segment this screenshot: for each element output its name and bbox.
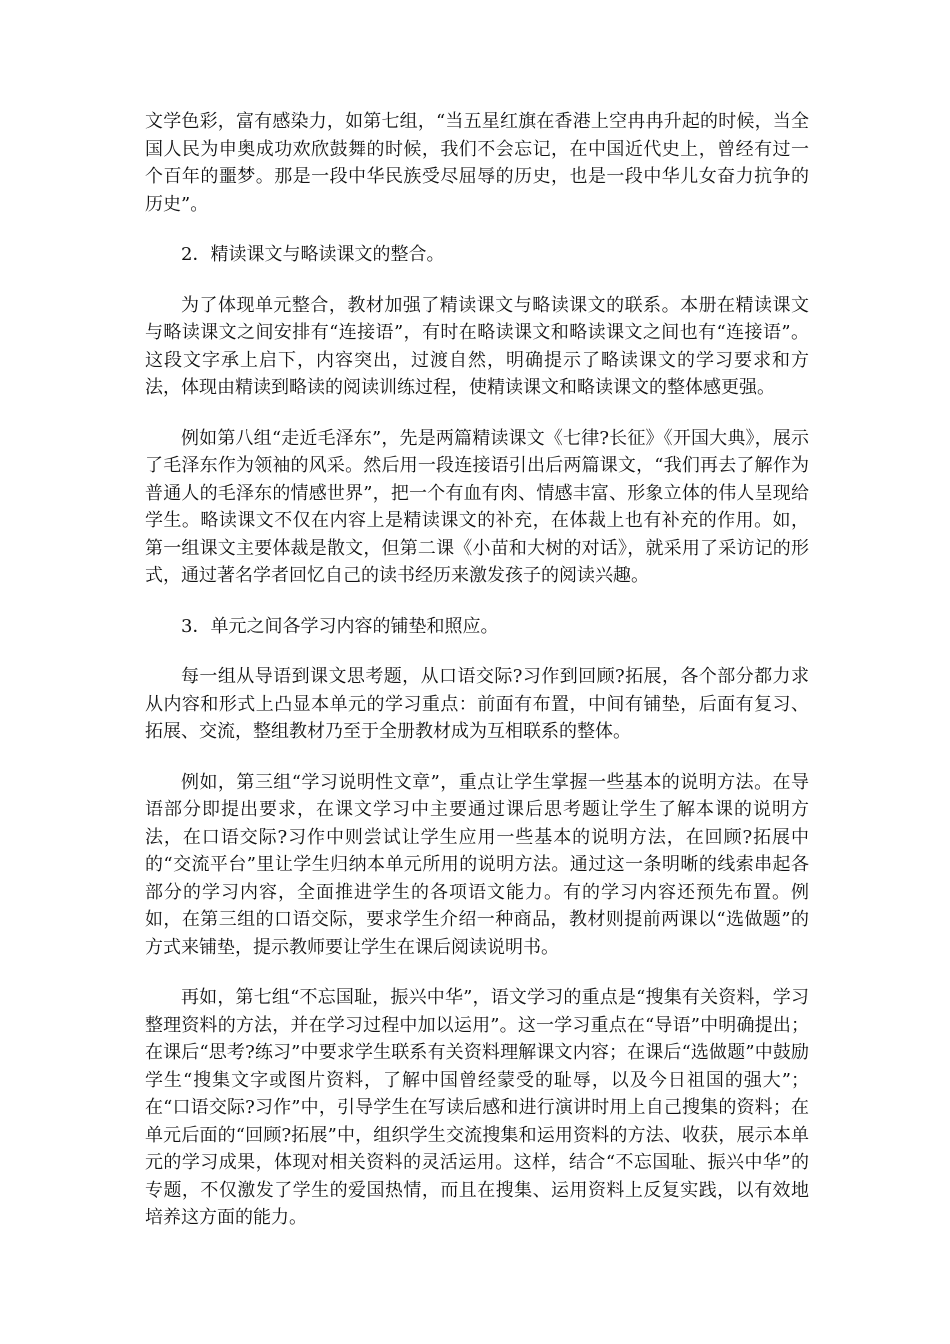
section-heading-2: 2．精读课文与略读课文的整合。 [181, 244, 445, 265]
paragraph-unit-structure: 每一组从导语到课文思考题，从口语交际?习作到回顾?拓展，各个部分都力求从内容和形式上凸显本单元的学习重点：前面有布置，中间有铺垫，后面有复习、拓展、交流，整组教材乃至于全册教材成为互相联系的整体。 [145, 666, 809, 742]
paragraph-group-eight-example: 例如第八组“走近毛泽东”，先是两篇精读课文《七律?长征》《开国大典》，展示了毛泽东作为领袖的风采。然后用一段连接语引出后两篇课文，“我们再去了解作为普通人的毛泽东的情感世界”，把一个有血有肉、情感丰富、形象立体的伟人呈现给学生。略读课文不仅在内容上是精读课文的补充，在体裁上也有补充的作用。如，第一组课文主要体裁是散文，但第二课《小苗和大树的对话》，就采用了采访记的形式，通过著名学者回忆自己的读书经历来激发孩子的阅读兴趣。 [145, 427, 809, 586]
paragraph-integration-intro: 为了体现单元整合，教材加强了精读课文与略读课文的联系。本册在精读课文与略读课文之间安排有“连接语”，有时在略读课文和略读课文之间也有“连接语”。这段文字承上启下，内容突出，过渡自然，明确提示了略读课文的学习要求和方法，体现由精读到略读的阅读训练过程，使精读课文和略读课文的整体感更强。 [145, 294, 809, 398]
paragraph-group-three-example: 例如，第三组“学习说明性文章”，重点让学生掌握一些基本的说明方法。在导语部分即提出要求，在课文学习中主要通过课后思考题让学生了解本课的说明方法，在口语交际?习作中则尝试让学生应用一些基本的说明方法，在回顾?拓展中的“交流平台”里让学生归纳本单元所用的说明方法。通过这一条明晰的线索串起各部分的学习内容，全面推进学生的各项语文能力。有的学习内容还预先布置。例如，在第三组的口语交际，要求学生介绍一种商品，教材则提前两课以“选做题”的方式来铺垫，提示教师要让学生在课后阅读说明书。 [145, 771, 809, 958]
document-page [145, 108, 809, 1255]
paragraph-continuation: 文学色彩，富有感染力，如第七组，“当五星红旗在香港上空冉冉升起的时候，当全国人民为申奥成功欢欣鼓舞的时候，我们不会忘记，在中国近代史上，曾经有过一个百年的噩梦。那是一段中华民族受尽屈辱的历史，也是一段中华儿女奋力抗争的历史”。 [145, 111, 809, 215]
paragraph-group-seven-example: 再如，第七组“不忘国耻，振兴中华”，语文学习的重点是“搜集有关资料，学习整理资料的方法，并在学习过程中加以运用”。这一学习重点在“导语”中明确提出；在课后“思考?练习”中要求学生联系有关资料理解课文内容；在课后“选做题”中鼓励学生“搜集文字或图片资料，了解中国曾经蒙受的耻辱，以及今日祖国的强大”；在“口语交际?习作”中，引导学生在写读后感和进行演讲时用上自己搜集的资料；在单元后面的“回顾?拓展”中，组织学生交流搜集和运用资料的方法、收获，展示本单元的学习成果，体现对相关资料的灵活运用。这样，结合“不忘国耻、振兴中华”的专题，不仅激发了学生的爱国热情，而且在搜集、运用资料上反复实践，以有效地培养这方面的能力。 [145, 987, 809, 1228]
section-heading-3: 3．单元之间各学习内容的铺垫和照应。 [181, 615, 499, 637]
